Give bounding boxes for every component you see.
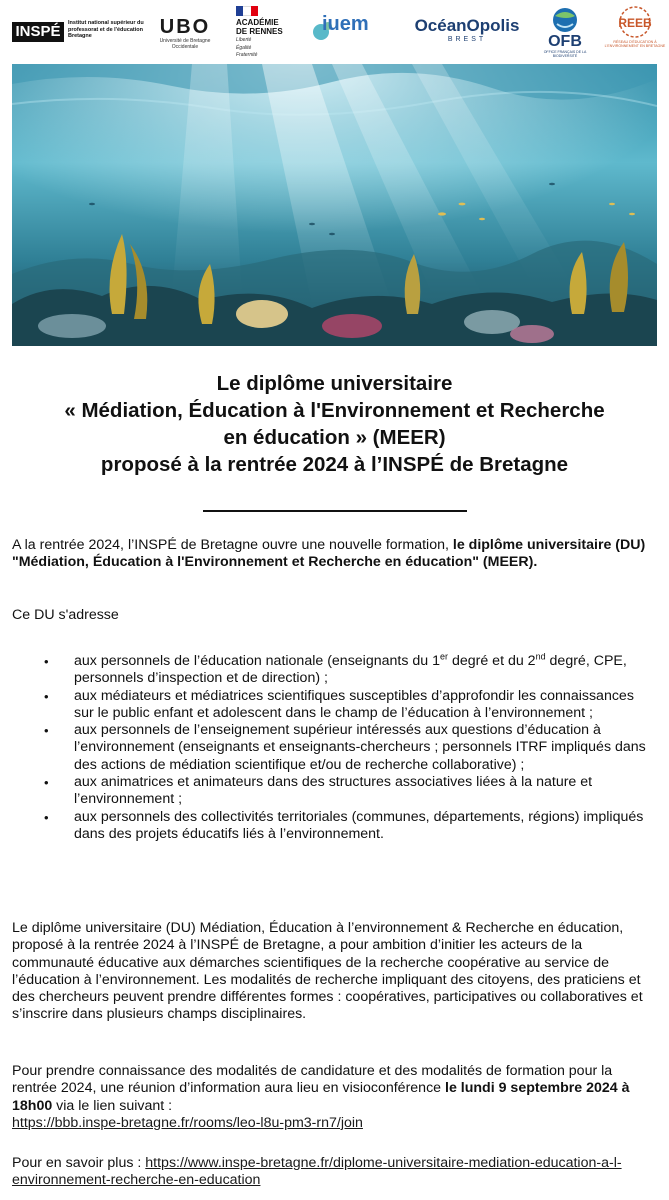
iuem-logo [310,12,404,52]
audience-item-1 [12,653,657,688]
ubo-logo-subtitle: Université de Bretagne Occidentale [159,38,211,50]
underwater-hero-image [12,64,657,346]
info-paragraph [12,1063,657,1132]
ofb-globe-icon [547,6,583,32]
oceanopolis-logo-subtitle: BREST [447,36,487,43]
reeb-logo-mark: REEB [618,16,652,30]
ofb-logo [536,6,594,62]
audience-item-3: • aux personnels de l’enseignement supérieur intéressés aux questions d’éducation à l’environnement (enseignants et enseignants-chercheurs ; personnels ITRF impliqués dans des actions de médiation scientifique et/ou de recherche collaborative) ; [12,722,657,774]
more-info-lead: Pour en savoir plus : [12,1155,146,1171]
intro-paragraph [12,537,657,572]
ubo-logo-mark: UBO [159,16,211,38]
info-date-bold: le lundi 9 septembre 2024 à 18h00 [12,1080,630,1114]
title-line-2: « Médiation, Éducation à l'Environnement et Recherche [64,399,605,422]
info-text-a: Pour prendre connaissance des modalités de candidature et des modalités de formation pour la rentrée 2024, une réunion d’information aura lieu en visioconférence [12,1063,613,1097]
page-title [12,370,657,478]
underwater-scene-illustration [12,64,657,346]
audience-list [12,653,657,843]
reeb-circle-icon [615,4,655,40]
iuem-logo-mark: iuem [322,13,369,35]
reeb-logo [604,4,666,62]
inspe-logo [12,18,142,48]
more-info-paragraph [12,1155,657,1190]
audience-item-5: • aux personnels des collectivités territoriales (communes, départements, régions) impliqués dans des projets éducatifs liés à l’environnement. [12,809,657,844]
reeb-logo-subtitle: RÉSEAU D'ÉDUCATION À L'ENVIRONNEMENT EN BRETAGNE [604,40,666,49]
oceanopolis-logo [412,16,522,52]
intro-bold-text: le diplôme universitaire (DU) "Médiation, Éducation à l'Environnement et Recherche en éducation" (MEER). [12,537,646,571]
academie-motto-line2: Égalité [236,44,252,51]
title-divider [203,510,467,512]
audience-item-2: • aux médiateurs et médiatrices scientifiques susceptibles d’approfondir les connaissances sur le public enfant et adolescent dans le champ de l’éducation à l’environnement ; [12,688,657,723]
audience-item-1-sup-2: nd [535,651,546,662]
ofb-logo-mark: OFB [548,33,582,50]
inspe-logo-mark: INSPÉ [12,22,64,42]
french-flag-icon [236,6,258,16]
audience-item-4: • aux animatrices et animateurs dans des structures associatives liées à la nature et l’environnement ; [12,774,657,809]
intro-text: A la rentrée 2024, l’INSPÉ de Bretagne ouvre une nouvelle formation, [12,537,453,553]
title-line-4: proposé à la rentrée 2024 à l’INSPÉ de Bretagne [100,453,569,476]
academie-motto-line3: Fraternité [236,52,258,58]
audience-item-1-part-a: aux personnels de l’éducation nationale (enseignants du 1 [74,653,440,669]
ubo-logo [150,16,220,50]
audience-lead: Ce DU s'adresse [12,607,119,623]
more-info-link[interactable]: https://www.inspe-bretagne.fr/diplome-universitaire-mediation-education-a-l-environnement-recherche-en-education [12,1155,622,1189]
info-meeting-link[interactable]: https://bbb.inspe-bretagne.fr/rooms/leo-l8u-pm3-rn7/join [12,1114,363,1131]
audience-item-1-part-c: degré, CPE, personnels d’inspection et de direction) ; [74,653,627,687]
title-line-3: en éducation » (MEER) [223,426,446,449]
ofb-logo-subtitle: OFFICE FRANÇAIS DE LA BIODIVERSITÉ [543,50,587,58]
title-line-1: Le diplôme universitaire [216,372,453,395]
audience-item-1-part-b: degré et du 2 [448,653,536,669]
info-text-b: via le lien suivant : [52,1097,173,1114]
audience-item-1-sup-1: er [440,651,449,662]
inspe-logo-subtitle: Institut national supérieur du professorat et de l'éducation Bretagne [68,20,144,39]
academie-title-line1: ACADÉMIE [236,18,279,27]
ambition-paragraph: Le diplôme universitaire (DU) Médiation, Éducation à l’environnement & Recherche en éducation, proposé à la rentrée 2024 à l’INSPÉ de Bretagne, a pour ambition d’initier les acteurs de la communauté éducative aux démarches scientifiques de la recherche coopérative au service de l’éducation à l’environnement. Les modalités de recherche impliquant des citoyens, des praticiens et des chercheurs peuvent prendre différentes formes : coopératives, participatives ou collaboratives et s’inscrire dans plusieurs champs disciplinaires. [12,920,643,1023]
academie-motto-line1: Liberté [236,37,252,43]
oceanopolis-logo-mark: OcéanOpolis [414,16,520,35]
academie-title-line2: DE RENNES [236,27,283,36]
partner-logos-bar [0,0,669,64]
academie-rennes-logo [236,6,294,62]
